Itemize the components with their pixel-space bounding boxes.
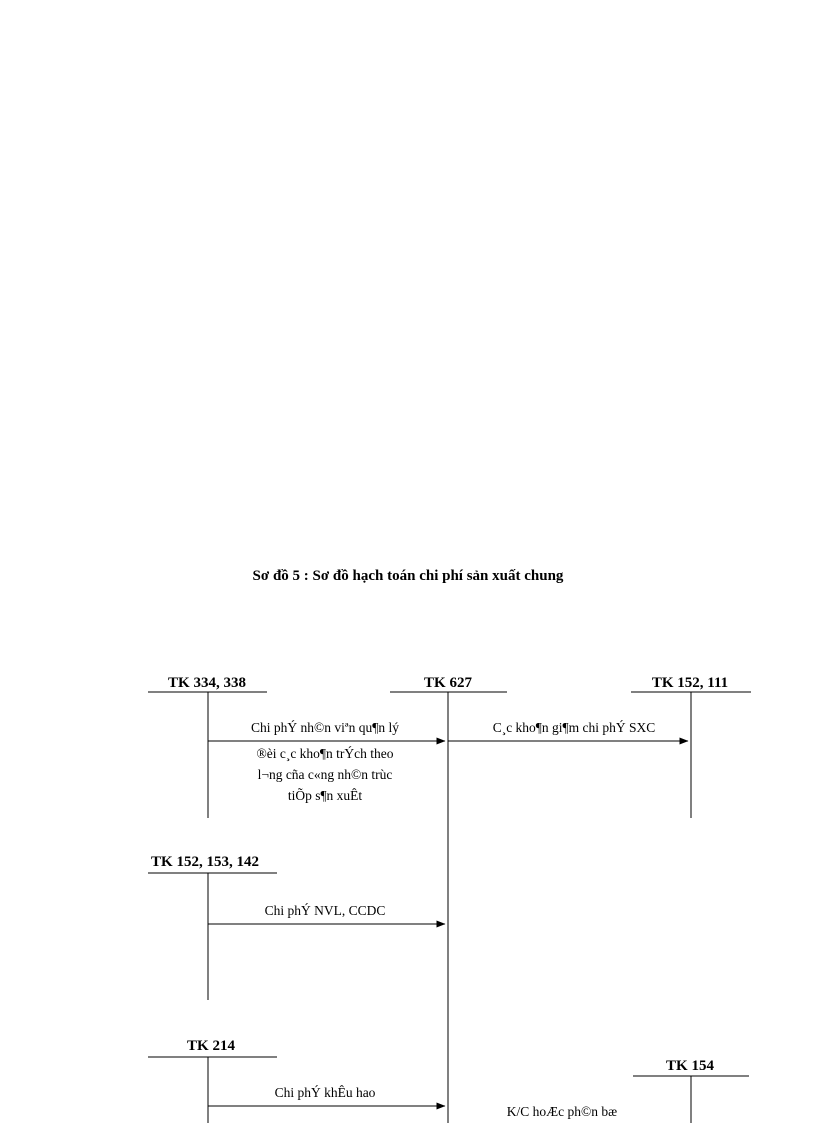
flow-staff-cost-label-line2: ®èi c¸c kho¶n trÝch theo bbox=[256, 746, 394, 761]
flow-reductions-label: C¸c kho¶n gi¶m chi phÝ SXC bbox=[492, 720, 656, 735]
flow-staff-cost-label-line4: tiÕp s¶n xuÊt bbox=[287, 788, 363, 803]
flow-allocation-label: K/C hoÆc ph©n bæ bbox=[506, 1104, 618, 1119]
flow-depreciation-label: Chi phÝ khÊu hao bbox=[274, 1085, 376, 1100]
flow-staff-cost-label-line3: l¬ng cña c«ng nh©n trùc bbox=[257, 767, 393, 782]
page-title: Sơ đồ 5 : Sơ đồ hạch toán chi phí sản xuất chung bbox=[252, 568, 564, 584]
flow-materials-label: Chi phÝ NVL, CCDC bbox=[264, 903, 386, 918]
account-tk154-label: TK 154 bbox=[666, 1058, 714, 1074]
account-tk214-label: TK 214 bbox=[187, 1038, 235, 1054]
account-tk334-label: TK 334, 338 bbox=[168, 675, 246, 691]
flow-staff-cost-label-line1: Chi phÝ nh©n viªn qu¶n lý bbox=[251, 720, 399, 735]
account-tk152-111-label: TK 152, 111 bbox=[651, 675, 729, 691]
account-tk627-label: TK 627 bbox=[424, 675, 472, 691]
account-tk152-153-142-label: TK 152, 153, 142 bbox=[151, 854, 259, 870]
